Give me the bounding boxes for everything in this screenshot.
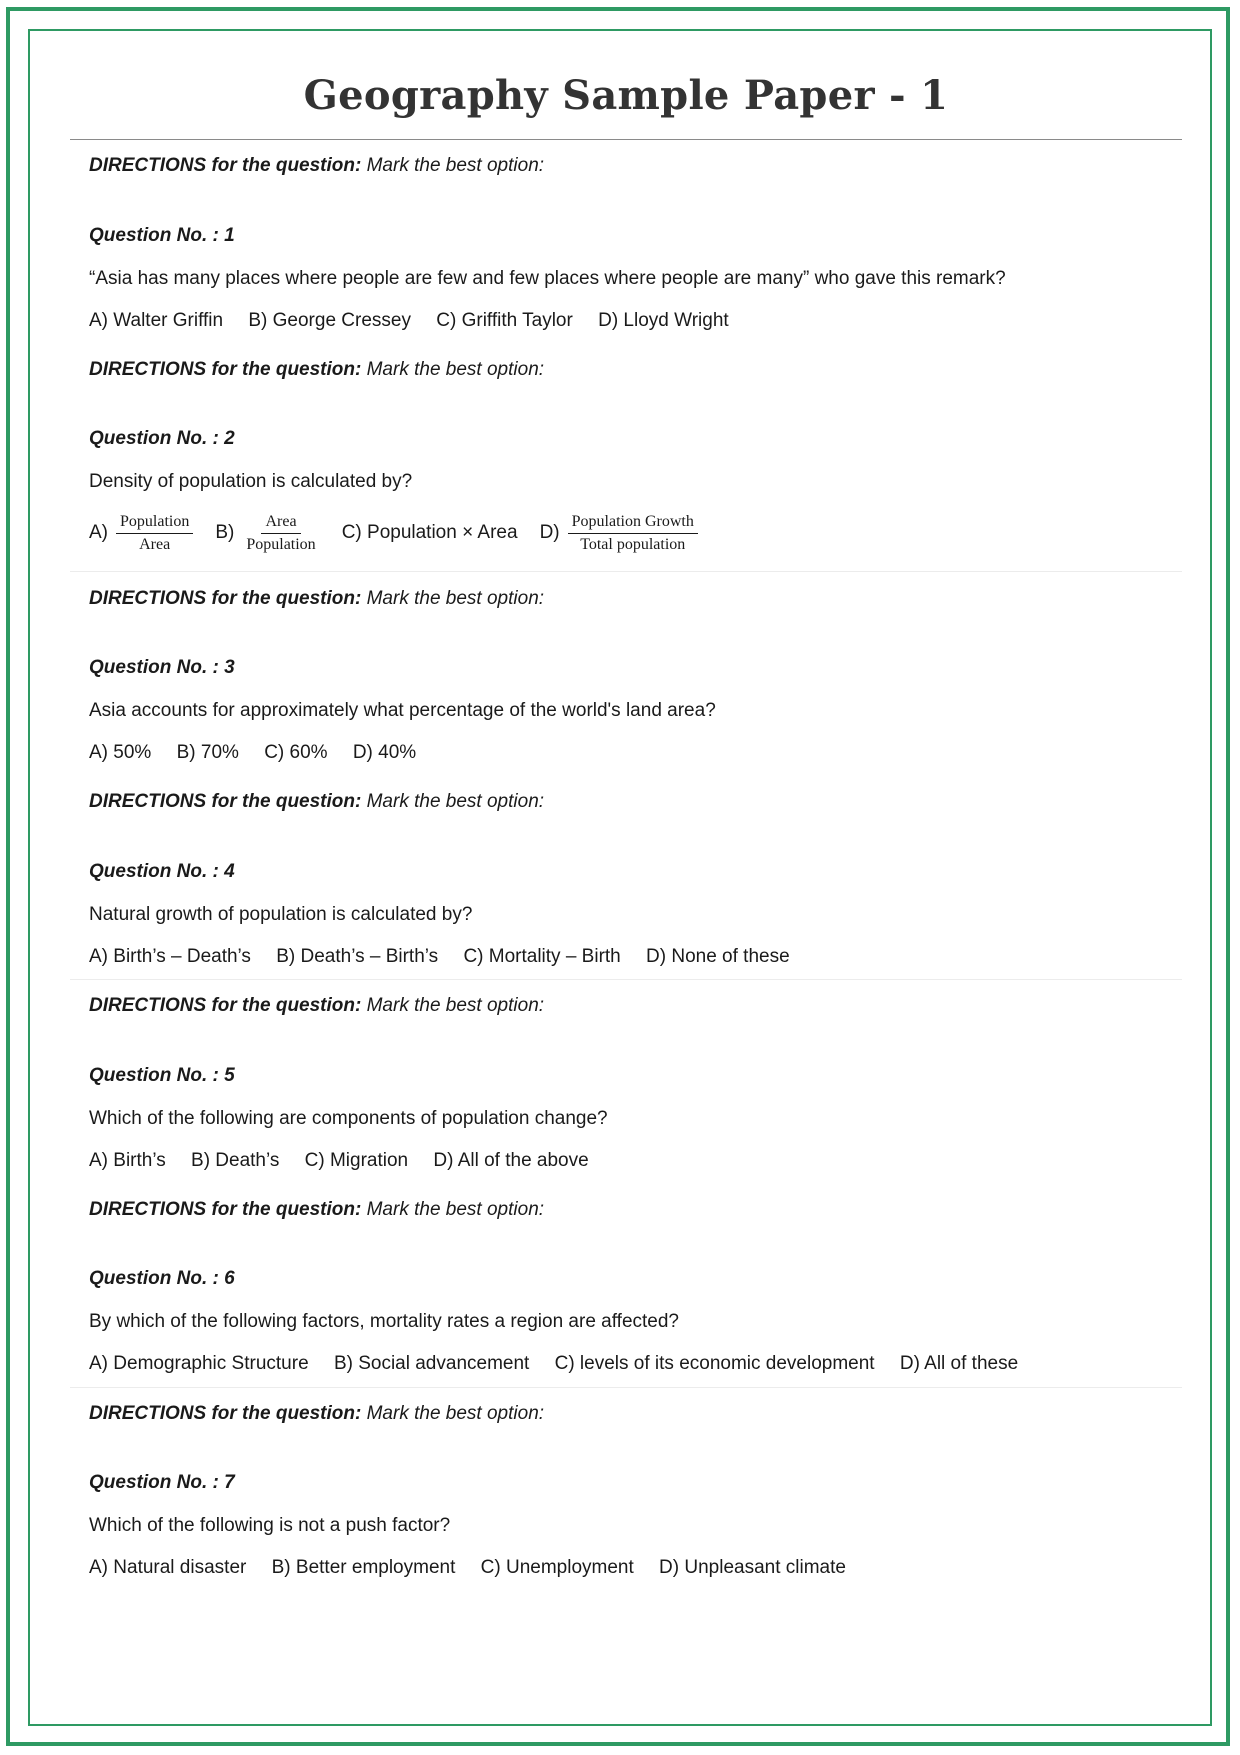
option-d[interactable]: D) 40% bbox=[352, 742, 417, 763]
option-b[interactable] bbox=[215, 511, 319, 556]
question-options-7 bbox=[89, 1555, 846, 1581]
option-letter: D) bbox=[539, 522, 560, 543]
fraction-denominator: Area bbox=[139, 535, 171, 553]
question-options-1 bbox=[89, 308, 729, 334]
fraction-numerator: Population Growth bbox=[568, 511, 698, 534]
question-text-3: Asia accounts for approximately what percentage of the world's land area? bbox=[89, 700, 716, 721]
option-c[interactable]: C) 60% bbox=[264, 742, 328, 763]
fraction bbox=[242, 511, 319, 556]
option-a[interactable]: A) Natural disaster bbox=[89, 1557, 247, 1578]
fraction bbox=[568, 511, 698, 556]
option-c[interactable]: C) Mortality – Birth bbox=[463, 946, 621, 967]
question-text-4: Natural growth of population is calculated by? bbox=[89, 904, 473, 925]
question-number-3: Question No. : 3 bbox=[89, 657, 235, 678]
question-options-6 bbox=[89, 1351, 1018, 1377]
question-text-5: Which of the following are components of population change? bbox=[89, 1108, 608, 1129]
directions-text: Mark the best option: bbox=[366, 359, 545, 380]
option-d[interactable]: D) All of the above bbox=[433, 1150, 589, 1171]
directions-label: DIRECTIONS for the question: bbox=[89, 155, 362, 176]
option-d[interactable]: D) Lloyd Wright bbox=[598, 310, 729, 331]
directions-3 bbox=[89, 586, 544, 612]
title-divider bbox=[70, 139, 1182, 140]
option-d[interactable]: D) Unpleasant climate bbox=[659, 1557, 846, 1578]
question-options-4 bbox=[89, 944, 790, 970]
option-b[interactable]: B) Death’s bbox=[191, 1150, 280, 1171]
directions-text: Mark the best option: bbox=[366, 1199, 545, 1220]
directions-2 bbox=[89, 357, 544, 383]
option-letter: B) bbox=[215, 522, 235, 543]
directions-label: DIRECTIONS for the question: bbox=[89, 1403, 362, 1424]
directions-label: DIRECTIONS for the question: bbox=[89, 359, 362, 380]
option-a[interactable]: A) Birth’s bbox=[89, 1150, 166, 1171]
section-divider bbox=[70, 1387, 1182, 1388]
directions-text: Mark the best option: bbox=[366, 791, 545, 812]
question-number-1: Question No. : 1 bbox=[89, 225, 235, 246]
fraction bbox=[116, 511, 193, 556]
option-b[interactable]: B) Social advancement bbox=[333, 1353, 530, 1374]
option-c[interactable]: C) Griffith Taylor bbox=[436, 310, 573, 331]
option-b[interactable]: B) George Cressey bbox=[248, 310, 411, 331]
question-number-5: Question No. : 5 bbox=[89, 1065, 235, 1086]
directions-7 bbox=[89, 1401, 544, 1427]
question-text-1: “Asia has many places where people are few and few places where people are many” who gave this remark? bbox=[89, 268, 1006, 289]
option-c[interactable]: C) Migration bbox=[304, 1150, 409, 1171]
question-number-7: Question No. : 7 bbox=[89, 1472, 235, 1493]
option-c[interactable]: C) levels of its economic development bbox=[554, 1353, 875, 1374]
section-divider bbox=[70, 979, 1182, 980]
option-a[interactable]: A) 50% bbox=[89, 742, 152, 763]
directions-5 bbox=[89, 993, 544, 1019]
option-d[interactable] bbox=[540, 511, 698, 556]
fraction-denominator: Total population bbox=[580, 535, 686, 553]
directions-text: Mark the best option: bbox=[366, 1403, 545, 1424]
section-divider bbox=[70, 571, 1182, 572]
directions-label: DIRECTIONS for the question: bbox=[89, 1199, 362, 1220]
option-b[interactable]: B) Death’s – Birth’s bbox=[276, 946, 439, 967]
question-text-7: Which of the following is not a push factor? bbox=[89, 1515, 451, 1536]
directions-text: Mark the best option: bbox=[366, 995, 545, 1016]
option-c[interactable]: C) Population × Area bbox=[341, 522, 518, 543]
option-a[interactable] bbox=[89, 511, 193, 556]
question-text-6: By which of the following factors, mortality rates a region are affected? bbox=[89, 1311, 680, 1332]
question-number-4: Question No. : 4 bbox=[89, 861, 235, 882]
directions-4 bbox=[89, 789, 544, 815]
page-title: Geography Sample Paper - 1 bbox=[303, 72, 949, 119]
option-a[interactable]: A) Birth’s – Death’s bbox=[89, 946, 251, 967]
fraction-numerator: Population bbox=[116, 511, 193, 534]
directions-6 bbox=[89, 1197, 544, 1223]
question-number-6: Question No. : 6 bbox=[89, 1268, 235, 1289]
directions-text: Mark the best option: bbox=[366, 155, 545, 176]
directions-label: DIRECTIONS for the question: bbox=[89, 995, 362, 1016]
option-d[interactable]: D) All of these bbox=[899, 1353, 1019, 1374]
option-b[interactable]: B) Better employment bbox=[271, 1557, 456, 1578]
question-number-2: Question No. : 2 bbox=[89, 428, 235, 449]
option-b[interactable]: B) 70% bbox=[176, 742, 239, 763]
option-d[interactable]: D) None of these bbox=[646, 946, 790, 967]
fraction-denominator: Population bbox=[246, 535, 316, 553]
directions-label: DIRECTIONS for the question: bbox=[89, 791, 362, 812]
directions-1 bbox=[89, 153, 544, 179]
directions-label: DIRECTIONS for the question: bbox=[89, 588, 362, 609]
option-a[interactable]: A) Walter Griffin bbox=[89, 310, 224, 331]
option-c[interactable]: C) Unemployment bbox=[480, 1557, 634, 1578]
question-options-2 bbox=[89, 508, 720, 558]
fraction-numerator: Area bbox=[261, 511, 300, 534]
question-options-5 bbox=[89, 1148, 589, 1174]
option-letter: A) bbox=[89, 522, 108, 543]
question-options-3 bbox=[89, 740, 416, 766]
question-text-2: Density of population is calculated by? bbox=[89, 471, 413, 492]
option-a[interactable]: A) Demographic Structure bbox=[89, 1353, 309, 1374]
directions-text: Mark the best option: bbox=[366, 588, 545, 609]
